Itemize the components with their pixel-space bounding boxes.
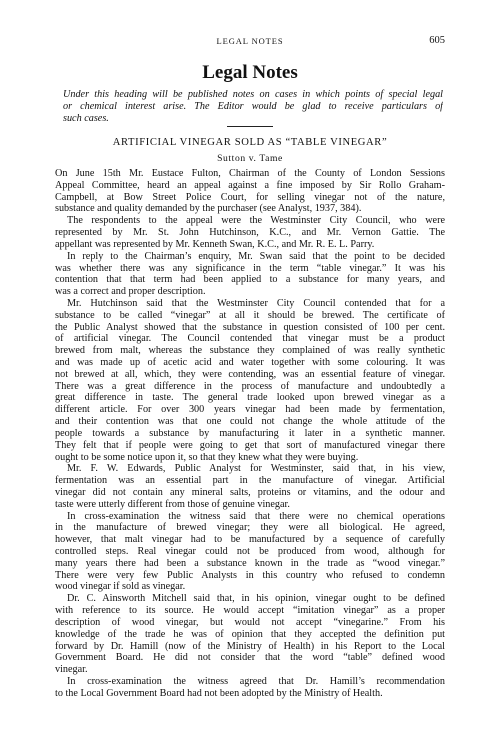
body-line: ought to be some notice upon it, so that they knew what they were buying. [55, 451, 359, 463]
body-line: fermentation was an essential part in the manufacture of vinegar. Artificial [55, 475, 445, 487]
body-line: many years there had been a substance known in the trade as “wood vinegar.” [55, 557, 445, 569]
running-title: LEGAL NOTES [216, 36, 284, 46]
body-line: Campbell, at Bow Street Police Court, for selling vinegar not of the nature, [55, 191, 445, 203]
body-line: They felt that if people were going to get that sort of manufactured vinegar there [55, 439, 445, 451]
body-line: substance to be called “vinegar” at all it should be brewed. The certificate of [55, 309, 445, 321]
running-header [0, 36, 500, 50]
body-line: There was a great difference in the process of manufacture and undoubtedly a [55, 380, 445, 392]
body-line: of artificial vinegar. The Council contended that vinegar must be a product [55, 333, 445, 345]
intro-line: or chemical interest arise. The Editor would be glad to receive particulars of [63, 100, 443, 112]
intro-line: such cases. [63, 112, 109, 124]
body-line: was whether there was any significance in the term “table vinegar.” It was his [55, 262, 445, 274]
body-line: knowledge of the trade he was of opinion that they accepted the definition put [55, 628, 445, 640]
body-line: wood vinegar if sold as vinegar. [55, 581, 186, 593]
body-line: to the Local Government Board had not been adopted by the Ministry of Health. [55, 687, 383, 699]
body-line: substance and quality demanded by the purchaser (see Analyst, 1937, 384). [55, 203, 362, 215]
body-line: In cross-examination the witness agreed that Dr. Hamill’s recommendation [67, 675, 445, 687]
page-number: 605 [429, 35, 445, 46]
body-line: There were very few Public Analysts in this country who refused to condemn [55, 569, 445, 581]
body-line: On June 15th Mr. Eustace Fulton, Chairman of the County of London Sessions [55, 168, 445, 179]
body-line: however, that malt vinegar had to be manufactured by a sequence of carefully [55, 534, 445, 546]
divider-rule [227, 126, 273, 127]
section-intro [63, 89, 443, 124]
body-line: appellant was represented by Mr. Kenneth Swan, K.C., and Mr. R. E. L. Parry. [55, 238, 375, 250]
body-line: description of wood vinegar, but would not accept “vinegarine.” From his [55, 616, 445, 628]
body-line: taste were utterly different from those of genuine vinegar. [55, 498, 290, 510]
body-line: Mr. F. W. Edwards, Public Analyst for Westminster, said that, in his view, [67, 463, 445, 475]
body-line: contention that that term had been applied to a substance for many years, and [55, 274, 445, 286]
article-title: ARTIFICIAL VINEGAR SOLD AS “TABLE VINEGAR” [112, 137, 388, 148]
body-line: In reply to the Chairman’s enquiry, Mr. Swan said that the point to be decided [67, 250, 445, 262]
body-line: with reference to its source. He would accept “imitation vinegar” as a proper [55, 605, 445, 617]
case-name: Sutton v. Tame [217, 153, 283, 164]
body-line: Government Board. He did not consider that the word “table” defined wood [55, 652, 445, 664]
body-line: was a correct and proper description. [55, 286, 206, 298]
body-line: and their contention was that one could not change the whole attitude of the [55, 416, 445, 428]
body-line: The respondents to the appeal were the Westminster City Council, who were [67, 215, 445, 227]
body-line: Dr. C. Ainsworth Mitchell said that, in his opinion, vinegar ought to be defined [67, 593, 445, 605]
body-line: represented by Mr. St. John Hutchinson, K.C., and Mr. Vernon Gattie. The [55, 227, 445, 239]
body-line: vinegar did not contain any mineral salts, proteins or vitamins, and the odour and [55, 486, 445, 498]
body-line: vinegar. [55, 664, 88, 676]
intro-line: Under this heading will be published notes on cases in which points of special legal [63, 89, 443, 100]
body-line: controlled steps. Real vinegar could not be produced from wood, although for [55, 546, 445, 557]
body-line: Mr. Hutchinson said that the Westminster City Council contended that for a [67, 297, 445, 309]
body-line: forward by Dr. Hamill (now of the Ministry of Health) in his Report to the Local [55, 640, 445, 652]
body-line: not brewed at all, which, they were contending, was an essential feature of vinegar. [55, 368, 445, 380]
article-body [55, 168, 445, 700]
body-line: brewed from malt, whereas the substance they complained of was really synthetic [55, 345, 445, 357]
body-line: great difference in taste. The general trade looked upon brewed vinegar as a [55, 392, 445, 404]
body-line: and was made up of acetic acid and water together with some colouring. It was [55, 357, 445, 368]
body-line: the Public Analyst showed that the substance in question consisted of 100 per cent. [55, 321, 445, 333]
body-line: people towards a substance by manufacturing it later in a synthetic manner. [55, 427, 445, 439]
section-title: Legal Notes [202, 62, 298, 83]
body-line: different article. For over 300 years vinegar had been made by fermentation, [55, 404, 445, 416]
body-line: In cross-examination the witness said that there were no chemical operations [67, 510, 445, 522]
body-line: in the manufacture of brewed vinegar; they were all biological. He agreed, [55, 522, 445, 534]
body-line: Appeal Committee, heard an appeal against a fine imposed by Sir Rollo Graham- [55, 179, 445, 191]
